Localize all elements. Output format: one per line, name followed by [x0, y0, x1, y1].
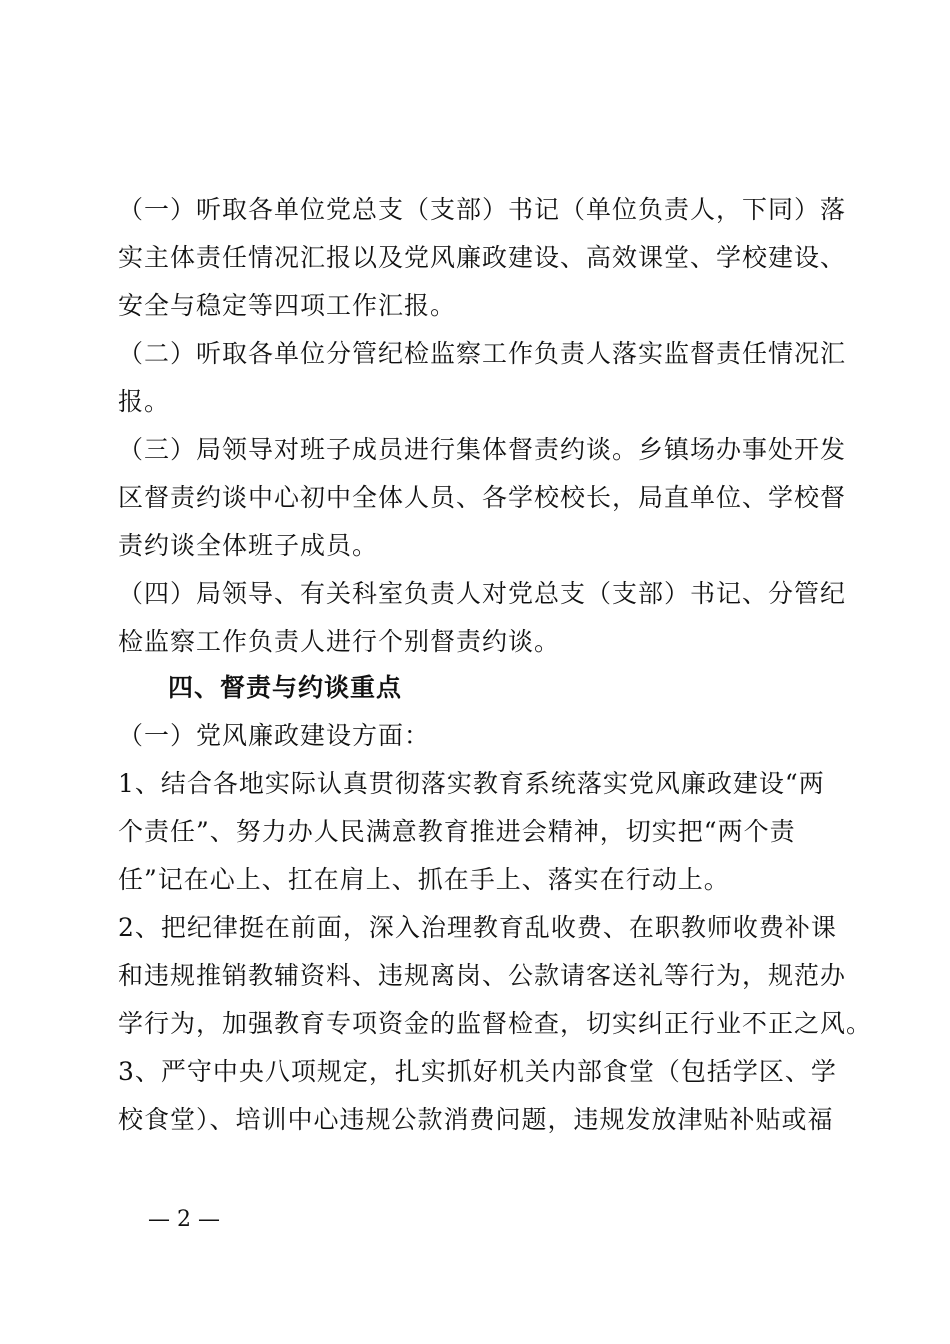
paragraph-line: 安全与稳定等四项工作汇报。	[118, 291, 457, 320]
paragraph-line: 校食堂）、培训中心违规公款消费问题，违规发放津贴补贴或福	[118, 1105, 834, 1134]
paragraph-line: 和违规推销教辅资料、违规离岗、公款请客送礼等行为，规范办	[118, 961, 847, 990]
paragraph-line: 3、严守中央八项规定，扎实抓好机关内部食堂（包括学区、学	[118, 1057, 837, 1086]
paragraph-line: 实主体责任情况汇报以及党风廉政建设、高效课堂、学校建设、	[118, 243, 847, 272]
paragraph-line: 任”记在心上、扛在肩上、抓在手上、落实在行动上。	[118, 865, 730, 894]
paragraph-line: 个责任”、努力办人民满意教育推进会精神，切实把“两个责	[118, 817, 796, 846]
subsection-heading: （一）党风廉政建设方面：	[118, 721, 431, 750]
paragraph-line: 报。	[118, 387, 171, 416]
paragraph-line: 责约谈全体班子成员。	[118, 531, 379, 560]
paragraph-line: 学行为，加强教育专项资金的监督检查，切实纠正行业不正之风。	[118, 1009, 873, 1038]
paragraph-line: 区督责约谈中心初中全体人员、各学校校长，局直单位、学校督	[118, 483, 847, 512]
paragraph-line: 1、结合各地实际认真贯彻落实教育系统落实党风廉政建设“两	[118, 769, 825, 798]
section-heading: 四、督责与约谈重点	[168, 673, 403, 702]
paragraph-line: （四）局领导、有关科室负责人对党总支（支部）书记、分管纪	[118, 579, 847, 608]
page-number: — 2 —	[148, 1207, 220, 1232]
paragraph-line: （三）局领导对班子成员进行集体督责约谈。乡镇场办事处开发	[118, 435, 847, 464]
paragraph-line: 检监察工作负责人进行个别督责约谈。	[118, 627, 561, 656]
paragraph-line: 2、把纪律挺在前面，深入治理教育乱收费、在职教师收费补课	[118, 913, 837, 942]
paragraph-line: （一）听取各单位党总支（支部）书记（单位负责人，下同）落	[118, 195, 847, 224]
paragraph-line: （二）听取各单位分管纪检监察工作负责人落实监督责任情况汇	[118, 339, 847, 368]
